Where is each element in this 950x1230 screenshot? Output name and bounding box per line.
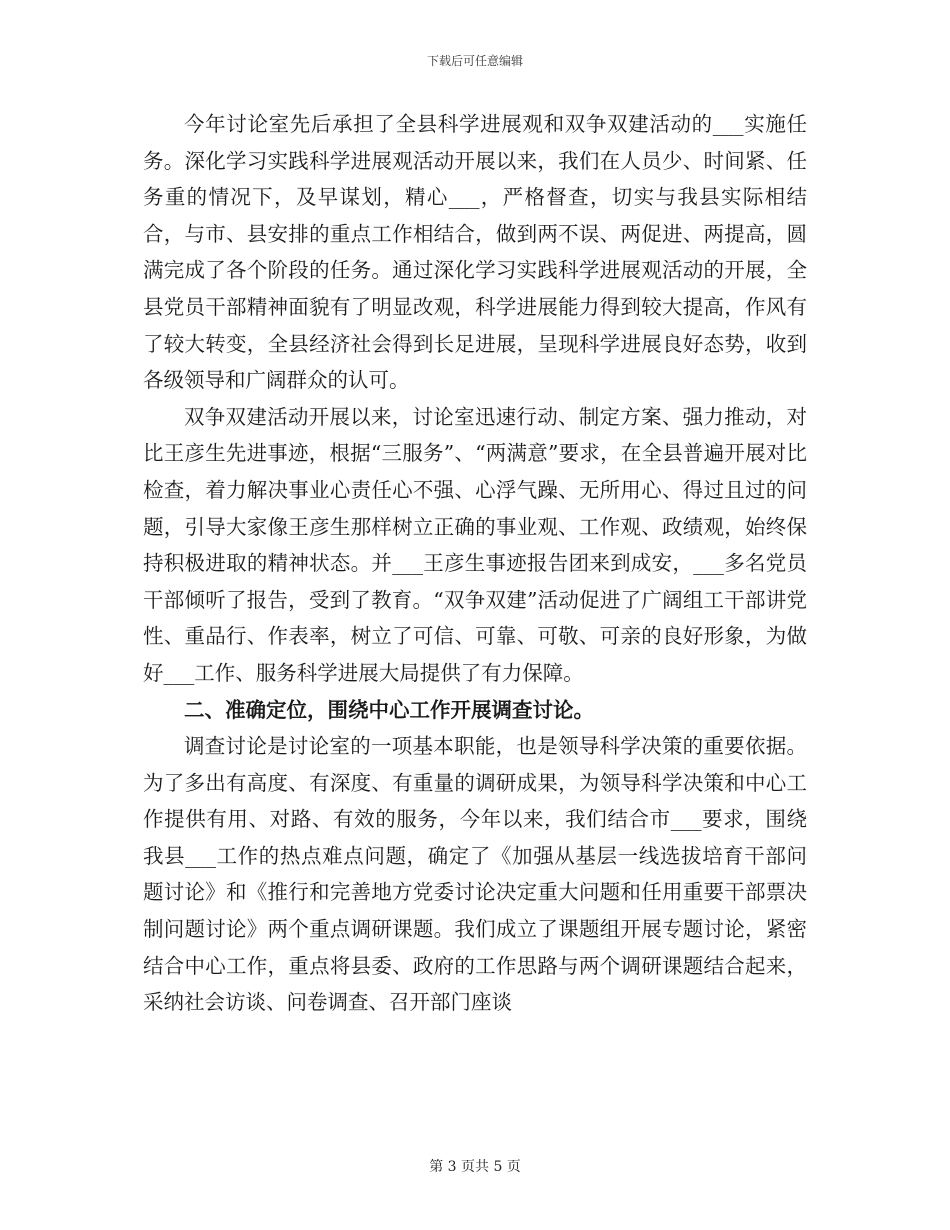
paragraph-1: 今年讨论室先后承担了全县科学进展观和双争双建活动的___实施任务。深化学习实践科学进展观活动开展以来，我们在人员少、时间紧、任务重的情况下，及早谋划，精心___，严格督查，切实与我县实际相结合，与市、县安排的重点工作相结合，做到两不误、两促进、两提高，圆满完成了各个阶段的任务。通过深化学习实践科学进展观活动的开展，全县党员干部精神面貌有了明显改观，科学进展能力得到较大提高，作风有了较大转变，全县经济社会得到长足进展，呈现科学进展良好态势，收到各级领导和广阔群众的认可。 — [143, 112, 807, 393]
paragraph-3: 调查讨论是讨论室的一项基本职能，也是领导科学决策的重要依据。为了多出有高度、有深度、有重量的调研成果，为领导科学决策和中心工作提供有用、对路、有效的服务，今年以来，我们结合市___要求，围绕我县___工作的热点难点问题，确定了《加强从基层一线选拔培育干部问题讨论》和《推行和完善地方党委讨论决定重大问题和任用重要干部票决制问题讨论》两个重点调研课题。我们成立了课题组开展专题讨论，紧密结合中心工作，重点将县委、政府的工作思路与两个调研课题结合起来，采纳社会访谈、问卷调查、召开部门座谈 — [143, 734, 807, 1015]
page-number: 第 3 页共 5 页 — [429, 1159, 521, 1175]
paragraph-2: 双争双建活动开展以来，讨论室迅速行动、制定方案、强力推动，对比王彦生先进事迹，根据“三服务”、“两满意”要求，在全县普遍开展对比检查，着力解决事业心责任心不强、心浮气躁、无所用心、得过且过的问题，引导大家像王彦生那样树立正确的事业观、工作观、政绩观，始终保持积极进取的精神状态。并___王彦生事迹报告团来到成安，___多名党员干部倾听了报告，受到了教育。“双争双建”活动促进了广阔组工干部讲党性、重品行、作表率，树立了可信、可靠、可敬、可亲的良好形象，为做好___工作、服务科学进展大局提供了有力保障。 — [143, 404, 807, 685]
page-header: 下载后可任意编辑 — [426, 54, 523, 68]
document-body — [143, 106, 807, 1021]
section-heading: 二、准确定位，围绕中心工作开展调查讨论。 — [184, 697, 594, 722]
